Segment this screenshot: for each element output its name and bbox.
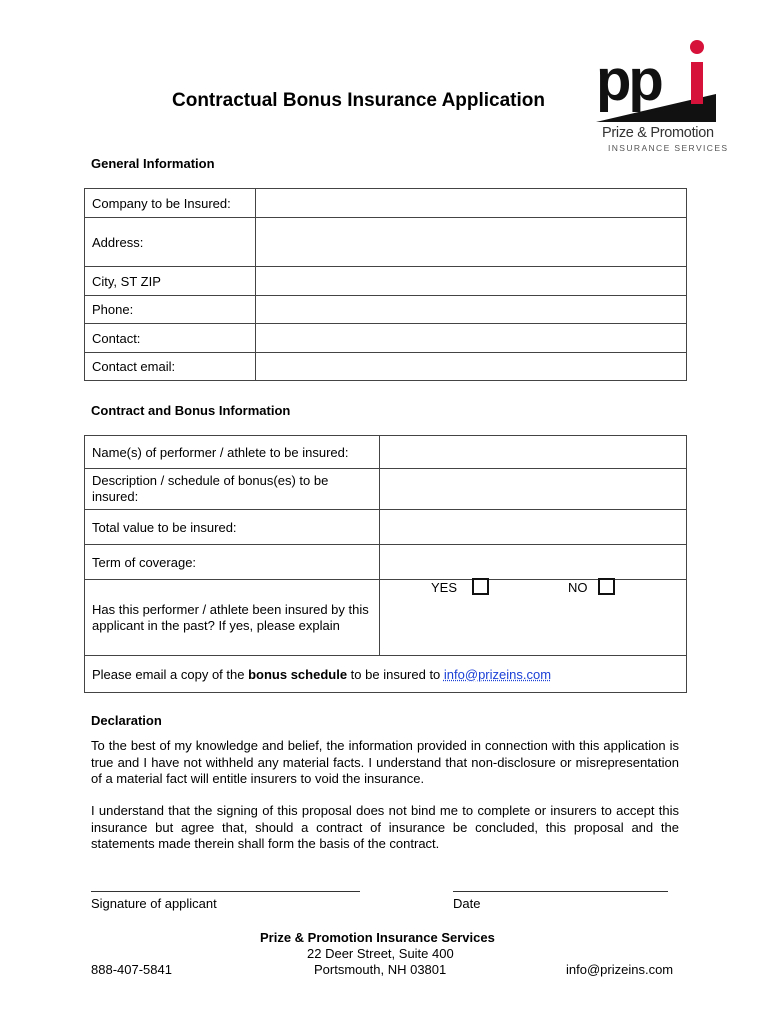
- email-note-text-2: to be insured to: [347, 666, 444, 682]
- general-info-heading: General Information: [91, 156, 215, 171]
- contact-label: Contact:: [85, 324, 256, 353]
- table-row: [85, 545, 687, 580]
- city-state-zip-field[interactable]: [255, 267, 686, 296]
- table-row: [85, 353, 687, 381]
- contract-info-heading: Contract and Bonus Information: [91, 403, 291, 418]
- city-state-zip-label: City, ST ZIP: [85, 267, 256, 296]
- signature-line[interactable]: [91, 891, 360, 892]
- bonus-description-field[interactable]: [379, 469, 686, 510]
- prior-insurance-label: Has this performer / athlete been insured by this applicant in the past? If yes, please explain: [85, 580, 380, 656]
- no-label: NO: [568, 580, 588, 595]
- email-bonus-schedule-note: [85, 656, 687, 693]
- footer-email[interactable]: info@prizeins.com: [566, 962, 674, 977]
- declaration-paragraph-2: I understand that the signing of this proposal does not bind me to complete or insurers to accept this insurance but agree that, should a contract of insurance be concluded, this proposal and the statements made therein shall form the basis of the contract.: [91, 803, 679, 851]
- declaration-heading: Declaration: [91, 713, 162, 728]
- ppi-logo: [596, 38, 729, 156]
- yes-label: YES: [431, 580, 458, 595]
- declaration-paragraph-1: To the best of my knowledge and belief, the information provided in connection with this application is true and I have not withheld any material facts. I understand that non-disclosure or misrepresentation of a material fact will entitle insurers to void the insurance.: [91, 738, 679, 786]
- footer-company-name: Prize & Promotion Insurance Services: [260, 930, 495, 945]
- table-row: [85, 189, 687, 218]
- signature-label: Signature of applicant: [91, 896, 217, 911]
- table-row: [85, 469, 687, 510]
- performer-names-field[interactable]: [379, 436, 686, 469]
- address-label: Address:: [85, 218, 256, 267]
- table-row: [85, 510, 687, 545]
- table-row: [85, 656, 687, 693]
- footer-city: Portsmouth, NH 03801: [314, 962, 447, 977]
- yes-checkbox[interactable]: [472, 578, 489, 595]
- logo-tagline: INSURANCE SERVICES: [608, 143, 729, 153]
- no-checkbox[interactable]: [598, 578, 615, 595]
- email-note-text: Please email a copy of the: [92, 666, 249, 682]
- contact-email-label: Contact email:: [85, 353, 256, 381]
- general-info-table: [84, 188, 687, 381]
- table-row: [85, 580, 687, 656]
- total-value-field[interactable]: [379, 510, 686, 545]
- date-line[interactable]: [453, 891, 668, 892]
- footer-phone: 888-407-5841: [91, 962, 172, 977]
- ppi-logo-mark: [596, 38, 716, 122]
- table-row: [85, 296, 687, 324]
- svg-text:pp: pp: [596, 48, 661, 113]
- term-of-coverage-field[interactable]: [379, 545, 686, 580]
- table-row: [85, 267, 687, 296]
- email-link[interactable]: info@prizeins.com: [443, 666, 552, 682]
- footer-street: 22 Deer Street, Suite 400: [307, 946, 454, 961]
- address-field[interactable]: [255, 218, 686, 267]
- contact-field[interactable]: [255, 324, 686, 353]
- company-field[interactable]: [255, 189, 686, 218]
- page-title: Contractual Bonus Insurance Application: [172, 90, 546, 111]
- logo-company-name: Prize & Promotion: [602, 125, 714, 141]
- contract-info-table: [84, 435, 687, 693]
- table-row: [85, 324, 687, 353]
- term-of-coverage-label: Term of coverage:: [85, 545, 380, 580]
- phone-field[interactable]: [255, 296, 686, 324]
- prior-insurance-explain-field[interactable]: [379, 580, 686, 656]
- table-row: [85, 436, 687, 469]
- email-note-bold: bonus schedule: [248, 666, 348, 682]
- performer-names-label: Name(s) of performer / athlete to be insured:: [85, 436, 380, 469]
- contact-email-field[interactable]: [255, 353, 686, 381]
- company-label: Company to be Insured:: [85, 189, 256, 218]
- total-value-label: Total value to be insured:: [85, 510, 380, 545]
- bonus-description-label: Description / schedule of bonus(es) to be insured:: [85, 469, 380, 510]
- phone-label: Phone:: [85, 296, 256, 324]
- table-row: [85, 218, 687, 267]
- date-label: Date: [453, 896, 481, 911]
